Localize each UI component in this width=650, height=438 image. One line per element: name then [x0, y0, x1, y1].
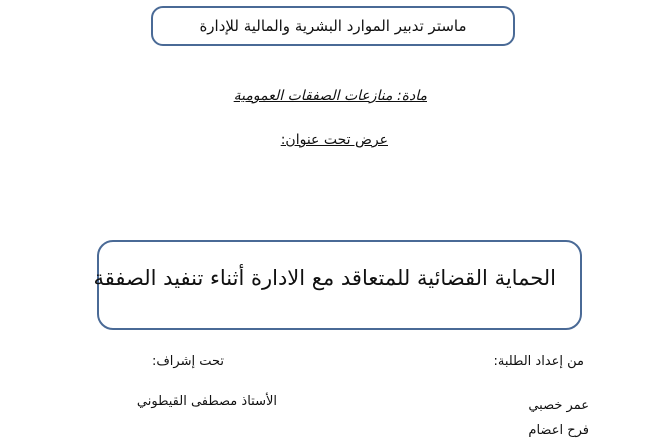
program-title: ماستر تدبير الموارد البشرية والمالية للإدارة — [199, 17, 467, 35]
prepared-by-heading: من إعداد الطلبة: — [493, 354, 584, 369]
program-header-box — [151, 6, 515, 46]
supervisor-name: الأستاذ مصطفى القيطوني — [136, 394, 277, 409]
student-name: فرح اعضام — [528, 423, 589, 438]
presentation-title-box — [93, 240, 582, 330]
presentation-label: عرض تحت عنوان: — [280, 132, 388, 148]
student-name: عمر خصبي — [528, 398, 589, 413]
supervised-by-heading: تحت إشراف: — [151, 354, 224, 369]
course-subject: مادة: منازعات الصفقات العمومية — [233, 88, 427, 104]
presentation-title: الحماية القضائية للمتعاقد مع الادارة أثناء تنفيد الصفقة — [93, 266, 556, 290]
